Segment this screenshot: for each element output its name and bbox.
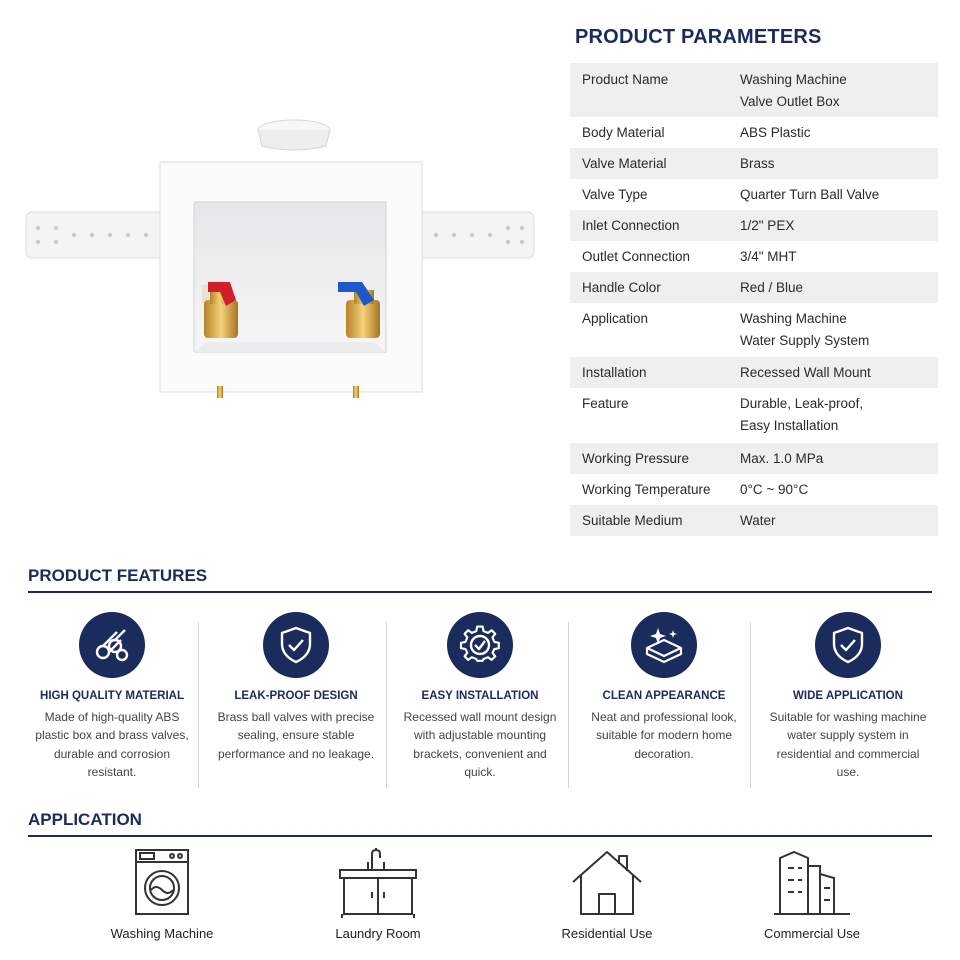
application-label: Washing Machine [110, 926, 214, 941]
parameter-row [570, 63, 938, 117]
application-item [732, 848, 892, 941]
parameter-label: Inlet Connection [582, 218, 680, 233]
features-divider [28, 591, 932, 593]
parameter-value: Max. 1.0 MPa [740, 451, 824, 466]
feature-description: Suitable for washing machine water supply system in residential and commercial use. [769, 710, 927, 779]
features-title: PRODUCT FEATURES [28, 566, 208, 585]
feature-item [388, 608, 572, 788]
feature-item [756, 608, 940, 788]
parameter-label: Feature [582, 396, 629, 411]
parameter-value: Durable, Leak-proof, Easy Installation [740, 396, 864, 433]
parameter-row [570, 357, 938, 388]
parameter-value: Brass [740, 156, 775, 171]
parameter-value: Quarter Turn Ball Valve [740, 187, 880, 202]
product-image [24, 110, 536, 410]
parameter-label: Installation [582, 365, 647, 380]
application-row [60, 848, 920, 948]
parameter-label: Valve Material [582, 156, 667, 171]
feature-divider [198, 622, 199, 788]
feature-item [20, 608, 204, 788]
feature-item [572, 608, 756, 788]
feature-divider [750, 622, 751, 788]
parameter-label: Handle Color [582, 280, 661, 295]
application-item [527, 848, 687, 941]
feature-title: HIGH QUALITY MATERIAL [40, 690, 184, 702]
parameter-row [570, 241, 938, 272]
feature-description: Brass ball valves with precise sealing, ensure stable performance and no leakage. [217, 710, 375, 761]
parameter-value: ABS Plastic [740, 125, 811, 140]
pipes-icon [79, 612, 145, 678]
application-divider [28, 835, 932, 837]
parameter-value: Water [740, 513, 776, 528]
feature-title: LEAK-PROOF DESIGN [234, 690, 358, 702]
parameter-label: Product Name [582, 72, 669, 87]
feature-description: Made of high-quality ABS plastic box and brass valves, durable and corrosion resistant. [35, 710, 189, 779]
parameter-row [570, 210, 938, 241]
parameter-row [570, 303, 938, 357]
house-icon [567, 848, 647, 918]
parameter-row [570, 117, 938, 148]
buildings-icon [772, 848, 852, 918]
parameter-label: Valve Type [582, 187, 648, 202]
parameter-row [570, 388, 938, 443]
application-item [298, 848, 458, 941]
parameter-row [570, 505, 938, 536]
parameter-label: Outlet Connection [582, 249, 691, 264]
parameter-label: Application [582, 311, 649, 326]
application-label: Residential Use [561, 926, 653, 941]
parameters-title: PRODUCT PARAMETERS [575, 26, 822, 48]
parameters-table [570, 63, 938, 536]
features-row [20, 608, 940, 788]
parameter-value: Recessed Wall Mount [740, 365, 871, 380]
parameter-value: Washing Machine Valve Outlet Box [740, 72, 847, 109]
parameter-row [570, 443, 938, 474]
parameter-value: 0°C ~ 90°C [740, 482, 809, 497]
feature-description: Neat and professional look, suitable for modern home decoration. [591, 710, 737, 761]
shield-check-icon [263, 612, 329, 678]
application-label: Laundry Room [335, 926, 421, 941]
parameter-value: 3/4" MHT [740, 249, 797, 264]
parameter-value: Washing Machine Water Supply System [740, 311, 870, 348]
shield-check-icon [815, 612, 881, 678]
gear-check-icon [447, 612, 513, 678]
parameter-row [570, 474, 938, 505]
application-label: Commercial Use [763, 926, 861, 941]
application-title: APPLICATION [28, 810, 142, 829]
feature-description: Recessed wall mount design with adjustable mounting brackets, convenient and quick. [403, 710, 557, 779]
washing-machine-icon [122, 848, 202, 918]
sparkle-box-icon [631, 612, 697, 678]
feature-title: EASY INSTALLATION [421, 690, 539, 702]
parameter-label: Suitable Medium [582, 513, 683, 528]
laundry-sink-icon [338, 848, 418, 918]
feature-title: WIDE APPLICATION [793, 690, 903, 702]
parameter-value: Red / Blue [740, 280, 804, 295]
parameter-row [570, 148, 938, 179]
parameter-label: Working Pressure [582, 451, 690, 466]
feature-title: CLEAN APPEARANCE [602, 690, 726, 702]
feature-divider [386, 622, 387, 788]
parameter-label: Body Material [582, 125, 665, 140]
parameter-row [570, 179, 938, 210]
feature-divider [568, 622, 569, 788]
parameter-value: 1/2" PEX [740, 218, 795, 233]
parameter-label: Working Temperature [582, 482, 711, 497]
feature-item [204, 608, 388, 788]
application-item [82, 848, 242, 941]
parameter-row [570, 272, 938, 303]
